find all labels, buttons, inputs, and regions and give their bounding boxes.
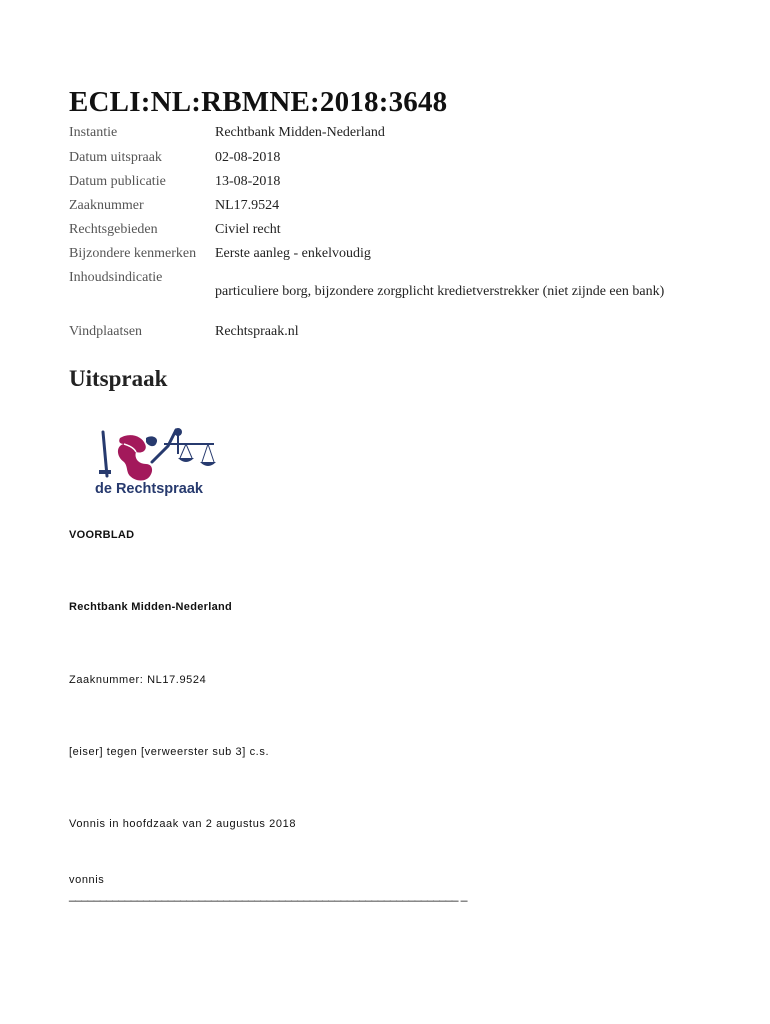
meta-label-zaaknummer: Zaaknummer xyxy=(69,198,144,213)
meta-label-bijzondere-kenmerken: Bijzondere kenmerken xyxy=(69,246,197,261)
meta-label-datum-publicatie: Datum publicatie xyxy=(69,174,166,189)
meta-value-rechtsgebieden: Civiel recht xyxy=(215,222,281,237)
meta-label-inhoudsindicatie: Inhoudsindicatie xyxy=(69,270,163,285)
meta-value-bijzondere-kenmerken: Eerste aanleg - enkelvoudig xyxy=(215,246,371,261)
meta-label-instantie: Instantie xyxy=(69,125,118,140)
meta-value-datum-publicatie: 13-08-2018 xyxy=(215,174,281,189)
section-title-uitspraak: Uitspraak xyxy=(69,366,168,391)
vonnis-label: vonnis xyxy=(69,874,105,886)
parties: [eiser] tegen [verweerster sub 3] c.s. xyxy=(69,746,270,758)
meta-label-datum-uitspraak: Datum uitspraak xyxy=(69,150,162,165)
separator-line: _______________________________________________________________ _ xyxy=(69,888,467,902)
rechtspraak-logo-text: de Rechtspraak xyxy=(95,481,203,497)
meta-label-rechtsgebieden: Rechtsgebieden xyxy=(69,222,158,237)
judgment-title: Vonnis in hoofdzaak van 2 augustus 2018 xyxy=(69,818,297,830)
meta-value-zaaknummer: NL17.9524 xyxy=(215,198,280,213)
meta-label-vindplaatsen: Vindplaatsen xyxy=(69,324,143,339)
meta-value-inhoudsindicatie: particuliere borg, bijzondere zorgplicht kredietverstrekker (niet zijnde een bank) xyxy=(215,284,665,299)
meta-value-instantie: Rechtbank Midden-Nederland xyxy=(215,125,385,140)
court-name: Rechtbank Midden-Nederland xyxy=(69,601,233,613)
ecli-title: ECLI:NL:RBMNE:2018:3648 xyxy=(69,86,448,118)
voorblad-heading: VOORBLAD xyxy=(69,529,135,541)
meta-value-datum-uitspraak: 02-08-2018 xyxy=(215,150,281,165)
case-number: Zaaknummer: NL17.9524 xyxy=(69,674,207,686)
meta-value-vindplaatsen: Rechtspraak.nl xyxy=(215,324,299,339)
